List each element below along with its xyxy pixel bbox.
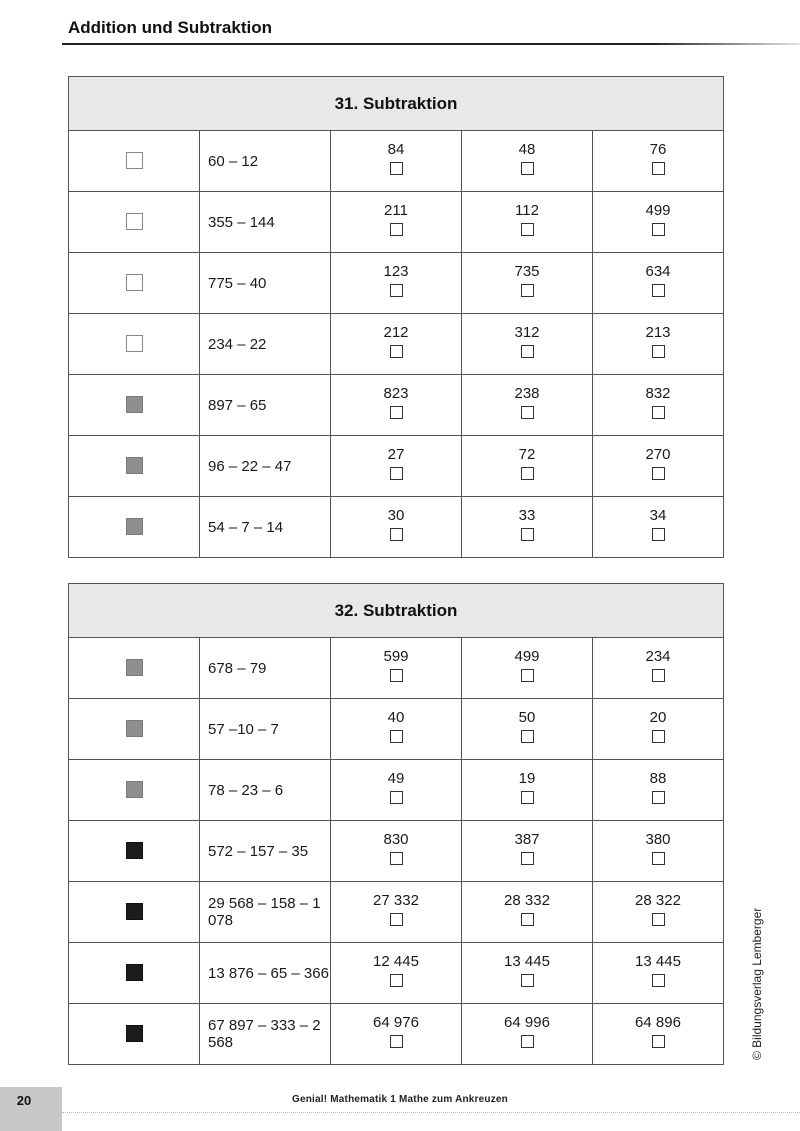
- exercise-row: [69, 314, 724, 375]
- task-expression: 67 897 – 333 – 2 568: [200, 1004, 331, 1065]
- answer-value: 28 332: [504, 892, 550, 909]
- difficulty-level-square-icon: [126, 781, 143, 798]
- page-header-title: Addition und Subtraktion: [68, 18, 272, 37]
- difficulty-level-square-icon: [126, 903, 143, 920]
- difficulty-level-square-icon: [126, 335, 143, 352]
- answer-checkbox[interactable]: [390, 1035, 403, 1048]
- answer-option: [331, 821, 462, 882]
- exercise-row: [69, 699, 724, 760]
- footer-book-title: Genial! Mathematik 1 Mathe zum Ankreuzen: [291, 1094, 508, 1105]
- exercise-row: [69, 638, 724, 699]
- answer-option: [462, 760, 593, 821]
- copyright-notice: © Bildungsverlag Lemberger: [750, 907, 764, 1060]
- answer-option: [331, 943, 462, 1004]
- answer-option: [593, 497, 724, 558]
- answer-option: [331, 192, 462, 253]
- difficulty-level-square-icon: [126, 274, 143, 291]
- difficulty-level-square-icon: [126, 964, 143, 981]
- footer-rule: [62, 1112, 800, 1113]
- answer-checkbox[interactable]: [652, 467, 665, 480]
- answer-value: 48: [518, 141, 536, 158]
- exercise-row: [69, 497, 724, 558]
- answer-checkbox[interactable]: [652, 162, 665, 175]
- task-expression: 29 568 – 158 – 1 078: [200, 882, 331, 943]
- task-expression: 57 –10 – 7: [200, 699, 331, 760]
- answer-option: [462, 131, 593, 192]
- answer-value: 64 976: [373, 1014, 419, 1031]
- answer-option: [331, 253, 462, 314]
- answer-option: [331, 638, 462, 699]
- answer-checkbox[interactable]: [390, 406, 403, 419]
- answer-checkbox[interactable]: [652, 974, 665, 987]
- answer-value: 49: [387, 770, 405, 787]
- answer-checkbox[interactable]: [521, 467, 534, 480]
- answer-option: [462, 882, 593, 943]
- difficulty-cell: [69, 882, 200, 943]
- answer-value: 27: [387, 446, 405, 463]
- exercise-row: [69, 1004, 724, 1065]
- difficulty-cell: [69, 436, 200, 497]
- answer-checkbox[interactable]: [390, 974, 403, 987]
- task-expression: 897 – 65: [200, 375, 331, 436]
- answer-checkbox[interactable]: [652, 669, 665, 682]
- answer-option: [331, 1004, 462, 1065]
- answer-value: 830: [383, 831, 409, 848]
- answer-checkbox[interactable]: [521, 669, 534, 682]
- answer-value: 387: [514, 831, 540, 848]
- answer-option: [593, 375, 724, 436]
- answer-option: [462, 314, 593, 375]
- answer-checkbox[interactable]: [521, 913, 534, 926]
- answer-value: 499: [645, 202, 671, 219]
- difficulty-cell: [69, 760, 200, 821]
- difficulty-cell: [69, 1004, 200, 1065]
- difficulty-level-square-icon: [126, 213, 143, 230]
- difficulty-cell: [69, 638, 200, 699]
- answer-value: 123: [383, 263, 409, 280]
- answer-option: [331, 131, 462, 192]
- exercise-row: [69, 882, 724, 943]
- answer-option: [462, 375, 593, 436]
- task-expression: 678 – 79: [200, 638, 331, 699]
- answer-checkbox[interactable]: [652, 913, 665, 926]
- answer-option: [593, 699, 724, 760]
- answer-checkbox[interactable]: [521, 223, 534, 236]
- answer-checkbox[interactable]: [390, 223, 403, 236]
- section-title: 32. Subtraktion: [69, 584, 724, 638]
- answer-checkbox[interactable]: [521, 730, 534, 743]
- answer-value: 213: [645, 324, 671, 341]
- answer-option: [462, 638, 593, 699]
- difficulty-cell: [69, 497, 200, 558]
- answer-value: 499: [514, 648, 540, 665]
- answer-value: 64 896: [635, 1014, 681, 1031]
- answer-option: [593, 314, 724, 375]
- answer-checkbox[interactable]: [652, 406, 665, 419]
- answer-option: [462, 253, 593, 314]
- exercise-row: [69, 192, 724, 253]
- section-title: 31. Subtraktion: [69, 77, 724, 131]
- answer-checkbox[interactable]: [390, 284, 403, 297]
- answer-value: 270: [645, 446, 671, 463]
- answer-value: 72: [518, 446, 536, 463]
- answer-value: 832: [645, 385, 671, 402]
- answer-checkbox[interactable]: [390, 791, 403, 804]
- answer-option: [331, 375, 462, 436]
- answer-value: 76: [649, 141, 667, 158]
- task-expression: 96 – 22 – 47: [200, 436, 331, 497]
- answer-option: [593, 253, 724, 314]
- answer-option: [593, 638, 724, 699]
- exercise-row: [69, 821, 724, 882]
- answer-checkbox[interactable]: [521, 345, 534, 358]
- answer-option: [462, 699, 593, 760]
- answer-value: 19: [518, 770, 536, 787]
- answer-value: 33: [518, 507, 536, 524]
- answer-option: [593, 760, 724, 821]
- difficulty-level-square-icon: [126, 659, 143, 676]
- answer-option: [593, 1004, 724, 1065]
- answer-checkbox[interactable]: [521, 974, 534, 987]
- task-expression: 572 – 157 – 35: [200, 821, 331, 882]
- difficulty-level-square-icon: [126, 1025, 143, 1042]
- difficulty-level-square-icon: [126, 152, 143, 169]
- difficulty-level-square-icon: [126, 842, 143, 859]
- answer-checkbox[interactable]: [390, 528, 403, 541]
- answer-value: 50: [518, 709, 536, 726]
- task-expression: 234 – 22: [200, 314, 331, 375]
- difficulty-cell: [69, 253, 200, 314]
- exercise-row: [69, 943, 724, 1004]
- answer-option: [593, 943, 724, 1004]
- answer-checkbox[interactable]: [390, 730, 403, 743]
- answer-checkbox[interactable]: [652, 1035, 665, 1048]
- exercise-row: [69, 760, 724, 821]
- answer-value: 12 445: [373, 953, 419, 970]
- answer-option: [593, 821, 724, 882]
- answer-option: [462, 436, 593, 497]
- difficulty-cell: [69, 375, 200, 436]
- answer-value: 112: [515, 202, 539, 219]
- answer-option: [331, 314, 462, 375]
- difficulty-cell: [69, 699, 200, 760]
- answer-value: 634: [645, 263, 671, 280]
- difficulty-cell: [69, 131, 200, 192]
- answer-checkbox[interactable]: [390, 345, 403, 358]
- answer-value: 212: [383, 324, 409, 341]
- answer-option: [593, 192, 724, 253]
- answer-value: 211: [384, 202, 408, 219]
- answer-value: 234: [645, 648, 671, 665]
- answer-option: [462, 192, 593, 253]
- header-rule: [62, 43, 800, 45]
- answer-checkbox[interactable]: [390, 467, 403, 480]
- answer-checkbox[interactable]: [521, 791, 534, 804]
- difficulty-level-square-icon: [126, 457, 143, 474]
- difficulty-cell: [69, 943, 200, 1004]
- answer-checkbox[interactable]: [521, 162, 534, 175]
- exercise-table-31: [68, 76, 724, 558]
- answer-value: 88: [649, 770, 667, 787]
- answer-option: [331, 699, 462, 760]
- task-expression: 54 – 7 – 14: [200, 497, 331, 558]
- answer-checkbox[interactable]: [390, 669, 403, 682]
- answer-option: [593, 882, 724, 943]
- answer-checkbox[interactable]: [521, 406, 534, 419]
- difficulty-level-square-icon: [126, 720, 143, 737]
- answer-value: 64 996: [504, 1014, 550, 1031]
- difficulty-level-square-icon: [126, 396, 143, 413]
- answer-value: 84: [387, 141, 405, 158]
- answer-option: [462, 1004, 593, 1065]
- answer-option: [331, 760, 462, 821]
- answer-option: [331, 882, 462, 943]
- task-expression: 60 – 12: [200, 131, 331, 192]
- answer-value: 27 332: [373, 892, 419, 909]
- answer-option: [331, 497, 462, 558]
- answer-option: [462, 943, 593, 1004]
- task-expression: 355 – 144: [200, 192, 331, 253]
- answer-checkbox[interactable]: [521, 528, 534, 541]
- answer-value: 13 445: [635, 953, 681, 970]
- answer-checkbox[interactable]: [652, 528, 665, 541]
- answer-checkbox[interactable]: [521, 1035, 534, 1048]
- answer-value: 30: [387, 507, 405, 524]
- answer-checkbox[interactable]: [390, 162, 403, 175]
- answer-checkbox[interactable]: [652, 284, 665, 297]
- answer-checkbox[interactable]: [652, 345, 665, 358]
- answer-checkbox[interactable]: [521, 284, 534, 297]
- task-expression: 13 876 – 65 – 366: [200, 943, 331, 1004]
- answer-option: [593, 436, 724, 497]
- answer-checkbox[interactable]: [390, 913, 403, 926]
- answer-checkbox[interactable]: [652, 730, 665, 743]
- exercise-row: [69, 131, 724, 192]
- answer-option: [462, 821, 593, 882]
- answer-value: 20: [649, 709, 667, 726]
- difficulty-cell: [69, 192, 200, 253]
- answer-value: 34: [649, 507, 667, 524]
- answer-value: 13 445: [504, 953, 550, 970]
- exercise-table-32: [68, 583, 724, 1065]
- answer-checkbox[interactable]: [652, 791, 665, 804]
- task-expression: 78 – 23 – 6: [200, 760, 331, 821]
- exercise-row: [69, 253, 724, 314]
- answer-value: 40: [387, 709, 405, 726]
- answer-checkbox[interactable]: [521, 852, 534, 865]
- answer-option: [462, 497, 593, 558]
- exercise-row: [69, 436, 724, 497]
- difficulty-cell: [69, 314, 200, 375]
- answer-value: 599: [383, 648, 409, 665]
- answer-value: 380: [645, 831, 671, 848]
- answer-value: 28 322: [635, 892, 681, 909]
- answer-value: 312: [514, 324, 540, 341]
- answer-option: [331, 436, 462, 497]
- answer-option: [593, 131, 724, 192]
- answer-value: 238: [514, 385, 540, 402]
- answer-checkbox[interactable]: [652, 852, 665, 865]
- task-expression: 775 – 40: [200, 253, 331, 314]
- page-number: 20: [16, 1093, 32, 1108]
- difficulty-level-square-icon: [126, 518, 143, 535]
- answer-value: 823: [383, 385, 409, 402]
- difficulty-cell: [69, 821, 200, 882]
- exercise-row: [69, 375, 724, 436]
- answer-checkbox[interactable]: [652, 223, 665, 236]
- answer-value: 735: [514, 263, 540, 280]
- answer-checkbox[interactable]: [390, 852, 403, 865]
